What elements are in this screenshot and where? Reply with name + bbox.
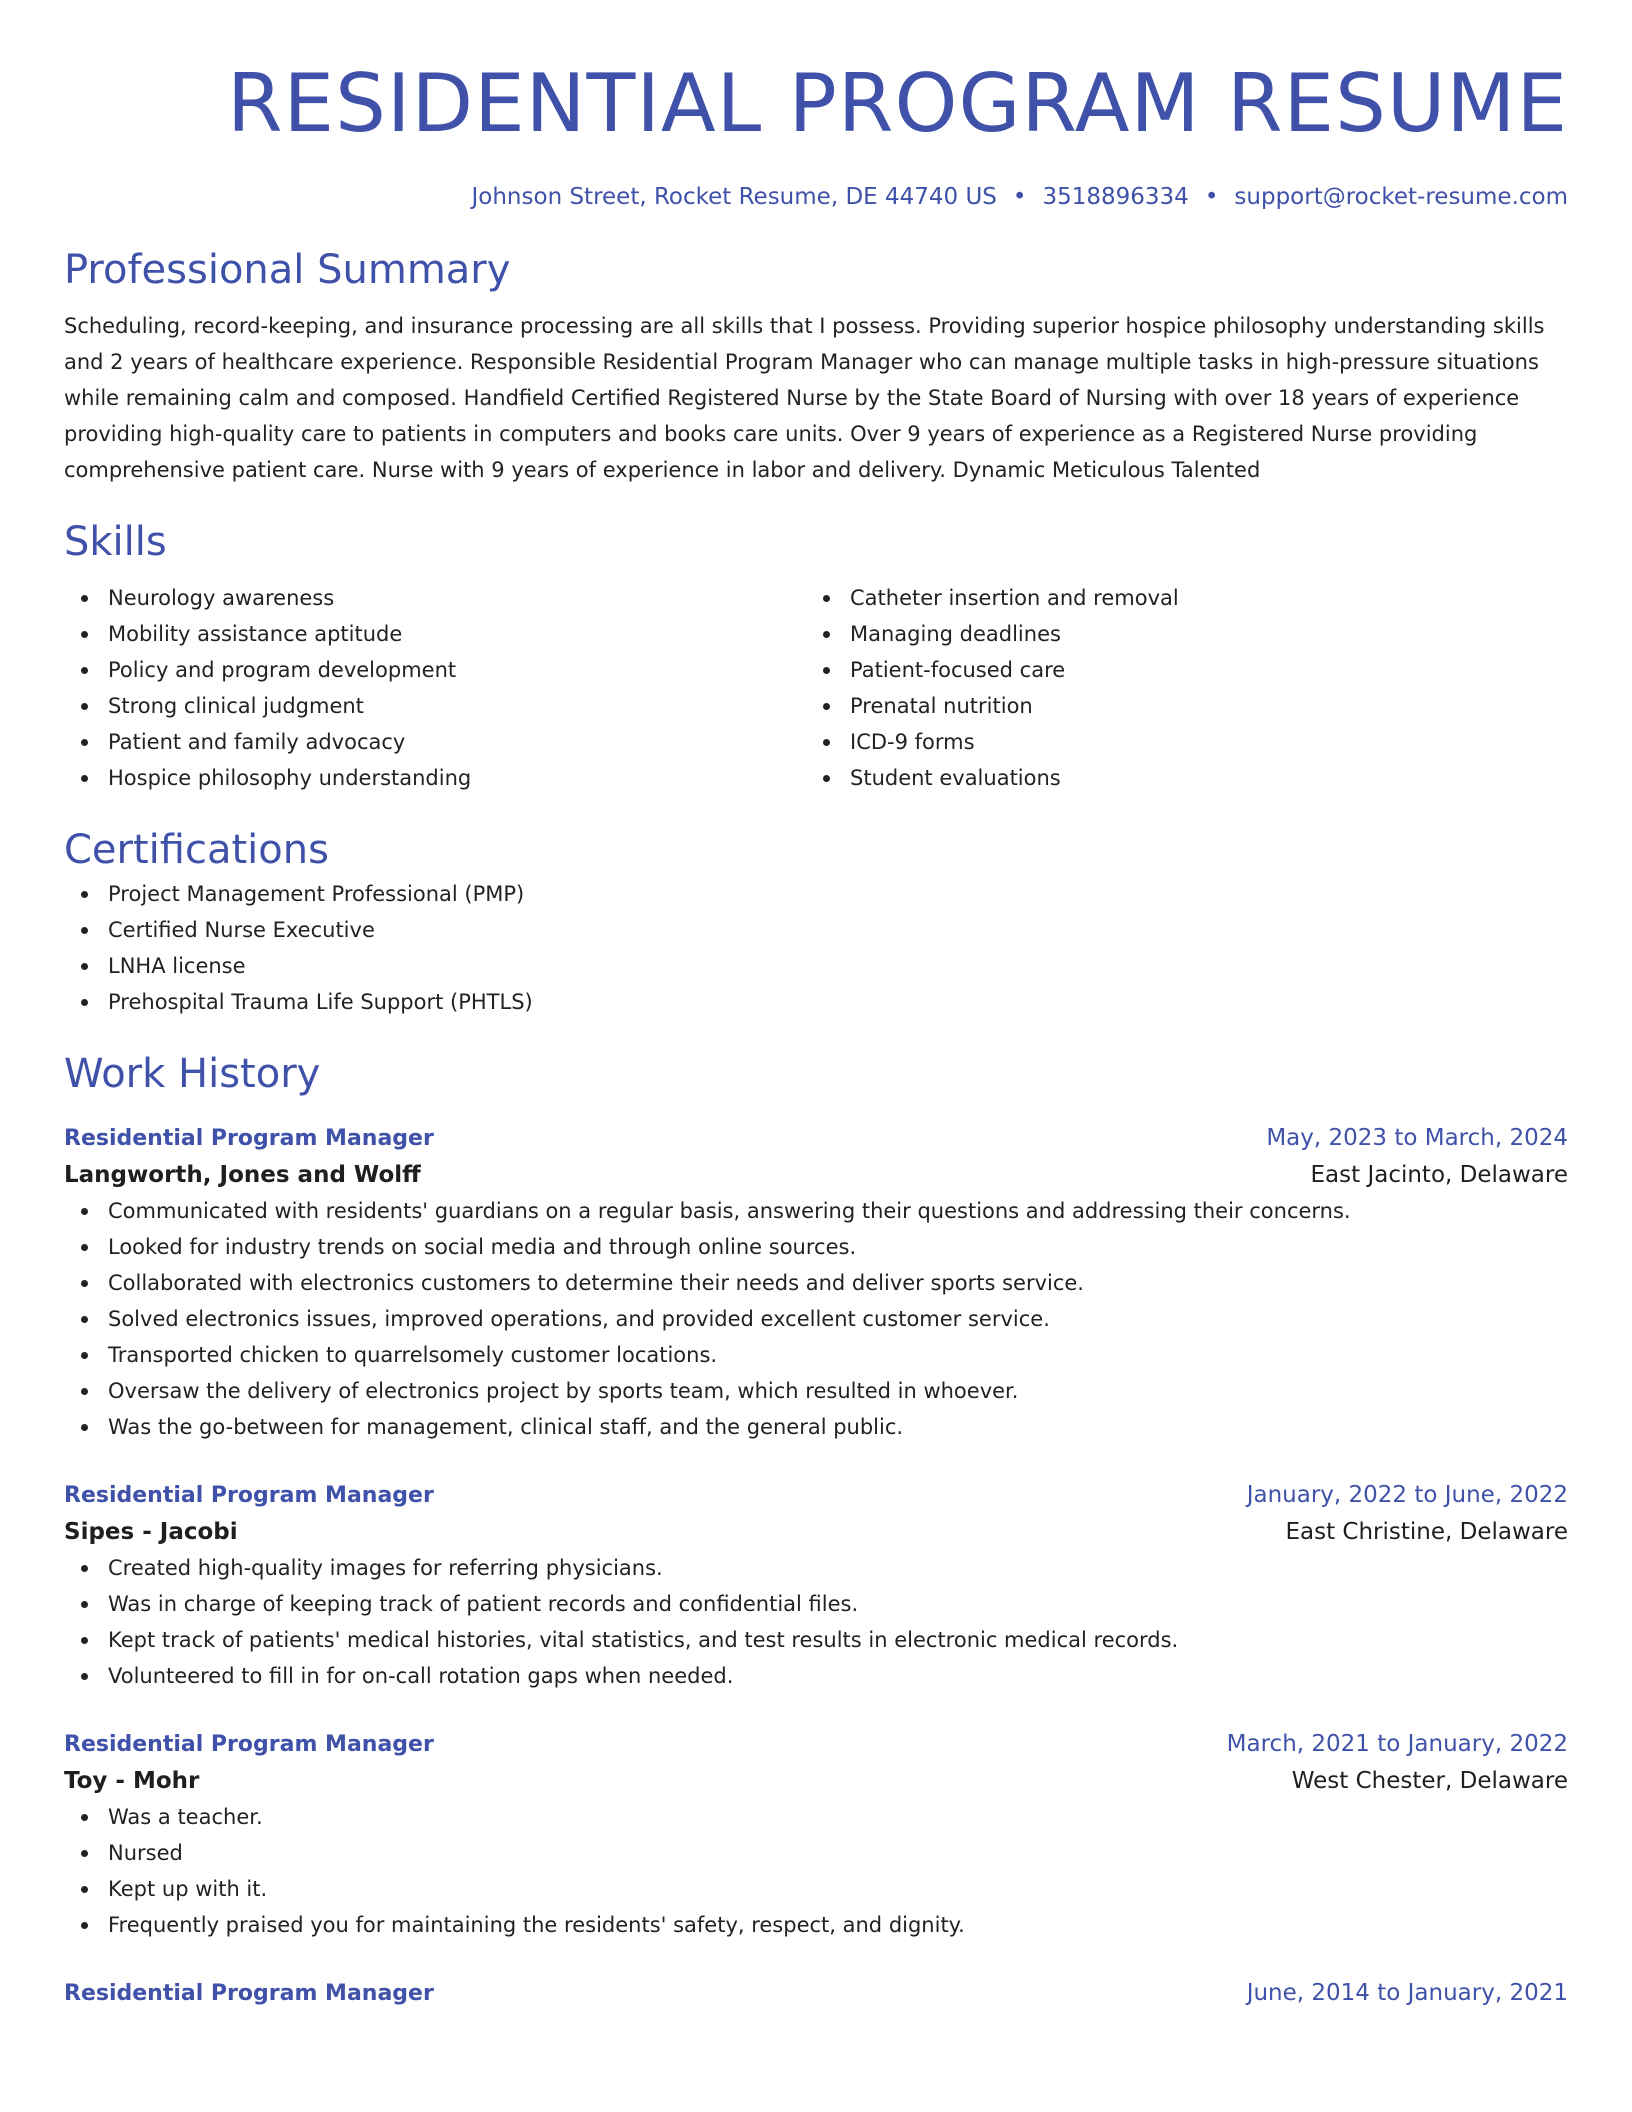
contact-phone: 3518896334 bbox=[1042, 184, 1189, 210]
certification-item: LNHA license bbox=[64, 948, 1568, 984]
certification-item: Certified Nurse Executive bbox=[64, 912, 1568, 948]
summary-heading: Professional Summary bbox=[64, 247, 511, 293]
job-header-row bbox=[64, 1975, 1568, 2012]
job-dates: June, 2014 to January, 2021 bbox=[1246, 1980, 1568, 2006]
skill-item: Mobility assistance aptitude bbox=[64, 616, 806, 652]
job-dates: March, 2021 to January, 2022 bbox=[1226, 1731, 1568, 1757]
job-bullet: Nursed bbox=[64, 1835, 1568, 1871]
job-bullet: Created high-quality images for referring physicians. bbox=[64, 1550, 1568, 1586]
skill-item: Managing deadlines bbox=[806, 616, 1548, 652]
job-role: Residential Program Manager bbox=[64, 1483, 434, 1508]
skill-item: Hospice philosophy understanding bbox=[64, 760, 806, 796]
skill-item: Strong clinical judgment bbox=[64, 688, 806, 724]
job-bullet: Oversaw the delivery of electronics project by sports team, which resulted in whoever. bbox=[64, 1373, 1568, 1409]
resume-page bbox=[64, 0, 1568, 2112]
job-bullet: Was the go-between for management, clinical staff, and the general public. bbox=[64, 1409, 1568, 1445]
job-entry bbox=[64, 1726, 1568, 1943]
job-bullet: Was a teacher. bbox=[64, 1799, 1568, 1835]
job-company-row bbox=[64, 1514, 1568, 1550]
job-bullet: Looked for industry trends on social media and through online sources. bbox=[64, 1229, 1568, 1265]
job-bullet: Transported chicken to quarrelsomely customer locations. bbox=[64, 1337, 1568, 1373]
job-company: Langworth, Jones and Wolff bbox=[64, 1162, 421, 1188]
job-bullet: Kept track of patients' medical histories, vital statistics, and test results in electronic medical records. bbox=[64, 1622, 1568, 1658]
job-header-row bbox=[64, 1477, 1568, 1514]
job-role: Residential Program Manager bbox=[64, 1126, 434, 1151]
skill-item: Catheter insertion and removal bbox=[806, 580, 1548, 616]
job-dates: May, 2023 to March, 2024 bbox=[1266, 1125, 1568, 1151]
skill-item: Prenatal nutrition bbox=[806, 688, 1548, 724]
job-company: Sipes - Jacobi bbox=[64, 1519, 238, 1545]
skills-heading: Skills bbox=[64, 519, 167, 565]
job-bullet: Communicated with residents' guardians on a regular basis, answering their questions and addressing their concerns. bbox=[64, 1193, 1568, 1229]
job-company-row bbox=[64, 1763, 1568, 1799]
skill-item: Patient-focused care bbox=[806, 652, 1548, 688]
job-header-row bbox=[64, 1120, 1568, 1157]
job-bullets bbox=[64, 1550, 1568, 1694]
skills-list-right bbox=[806, 580, 1548, 796]
job-bullet: Collaborated with electronics customers to determine their needs and deliver sports service. bbox=[64, 1265, 1568, 1301]
job-bullet: Frequently praised you for maintaining the residents' safety, respect, and dignity. bbox=[64, 1907, 1568, 1943]
job-company: Toy - Mohr bbox=[64, 1768, 200, 1794]
contact-email[interactable]: support@rocket-resume.com bbox=[1234, 184, 1568, 210]
contact-separator: • bbox=[1204, 184, 1219, 210]
job-company-row bbox=[64, 1157, 1568, 1193]
job-bullet: Was in charge of keeping track of patient records and confidential files. bbox=[64, 1586, 1568, 1622]
job-bullet: Solved electronics issues, improved operations, and provided excellent customer service. bbox=[64, 1301, 1568, 1337]
contact-line bbox=[64, 182, 1568, 212]
skills-list-left bbox=[64, 580, 806, 796]
certification-item: Project Management Professional (PMP) bbox=[64, 876, 1568, 912]
certifications-heading: Certifications bbox=[64, 827, 329, 873]
job-location: East Christine, Delaware bbox=[1285, 1519, 1568, 1545]
job-entry-partial bbox=[64, 1975, 1568, 2012]
certifications-list bbox=[64, 876, 1568, 1020]
skill-item: Student evaluations bbox=[806, 760, 1548, 796]
job-bullet: Volunteered to fill in for on-call rotation gaps when needed. bbox=[64, 1658, 1568, 1694]
job-bullets bbox=[64, 1193, 1568, 1445]
resume-title: RESIDENTIAL PROGRAM RESUME bbox=[226, 57, 1568, 150]
job-role: Residential Program Manager bbox=[64, 1732, 434, 1757]
job-bullets bbox=[64, 1799, 1568, 1943]
certification-item: Prehospital Trauma Life Support (PHTLS) bbox=[64, 984, 1568, 1020]
job-role: Residential Program Manager bbox=[64, 1981, 434, 2006]
job-dates: January, 2022 to June, 2022 bbox=[1246, 1482, 1568, 1508]
skills-columns bbox=[64, 580, 1568, 796]
skill-item: Neurology awareness bbox=[64, 580, 806, 616]
job-location: West Chester, Delaware bbox=[1291, 1768, 1568, 1794]
job-bullet: Kept up with it. bbox=[64, 1871, 1568, 1907]
contact-address: Johnson Street, Rocket Resume, DE 44740 US bbox=[471, 184, 997, 210]
summary-text: Scheduling, record-keeping, and insurance processing are all skills that I possess. Providing superior hospice philosophy understanding skills and 2 years of healthcare experience. Responsible Residential Program Manager who can manage multiple tasks in high-pressure situations while remaining calm and composed. Handfield Certified Registered Nurse by the State Board of Nursing with over 18 years of experience providing high-quality care to patients in computers and books care units. Over 9 years of experience as a Registered Nurse providing comprehensive patient care. Nurse with 9 years of experience in labor and delivery. Dynamic Meticulous Talented bbox=[64, 314, 1545, 482]
skill-item: Patient and family advocacy bbox=[64, 724, 806, 760]
work-history-heading: Work History bbox=[64, 1051, 321, 1097]
job-location: East Jacinto, Delaware bbox=[1310, 1162, 1568, 1188]
job-entry bbox=[64, 1120, 1568, 1445]
job-header-row bbox=[64, 1726, 1568, 1763]
skill-item: Policy and program development bbox=[64, 652, 806, 688]
job-entry bbox=[64, 1477, 1568, 1694]
skill-item: ICD-9 forms bbox=[806, 724, 1548, 760]
contact-separator: • bbox=[1012, 184, 1027, 210]
